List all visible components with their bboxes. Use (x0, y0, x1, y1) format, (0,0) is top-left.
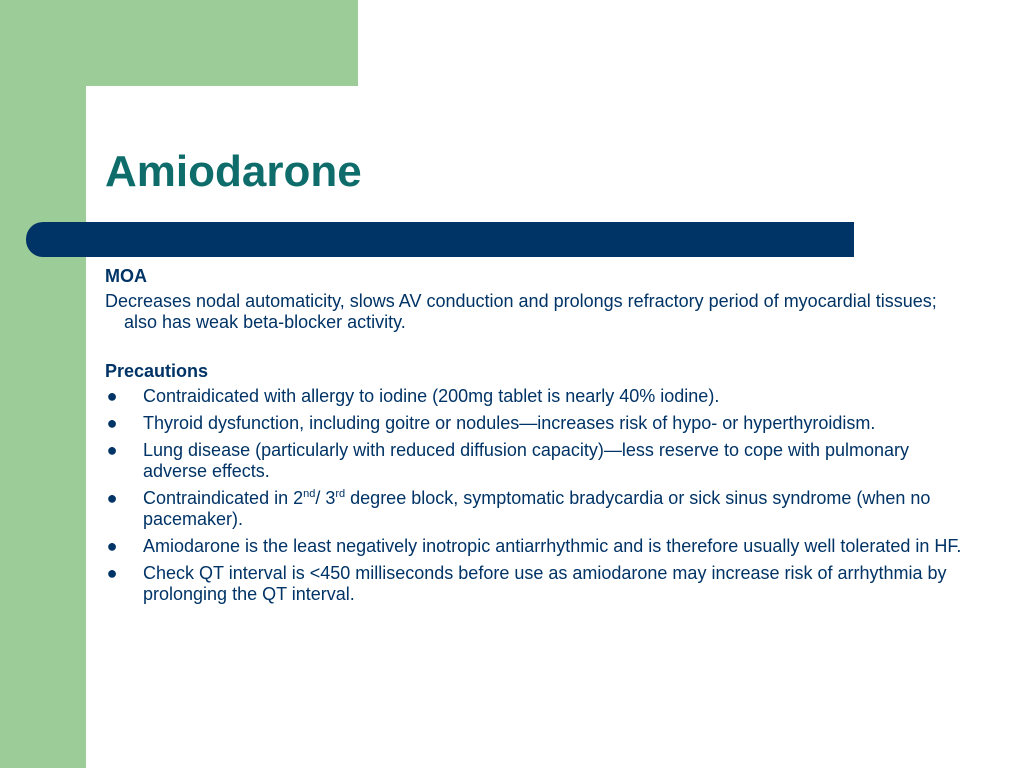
list-item-text: Contraindicated in 2nd/ 3rd degree block, symptomatic bradycardia or sick sinus syndrome (when no pacemaker). (143, 488, 931, 529)
ordinal-suffix: rd (335, 488, 346, 500)
bullet-icon: ● (106, 488, 118, 508)
slide-body (105, 266, 965, 611)
bullet-icon: ● (106, 440, 118, 460)
list-item-text: Thyroid dysfunction, including goitre or nodules—increases risk of hypo- or hyperthyroidism. (143, 413, 876, 433)
ordinal-suffix: nd (303, 488, 316, 500)
bullet-icon: ● (106, 413, 118, 433)
precautions-list (105, 386, 965, 605)
moa-heading: MOA (105, 266, 147, 286)
list-item-text: Amiodarone is the least negatively inotropic antiarrhythmic and is therefore usually well tolerated in HF. (143, 536, 962, 556)
list-item-text: Check QT interval is <450 milliseconds before use as amiodarone may increase risk of arrhythmia by prolonging the QT interval. (143, 563, 947, 604)
slide-title: Amiodarone (105, 147, 362, 196)
list-item (105, 488, 965, 530)
moa-text: Decreases nodal automaticity, slows AV conduction and prolongs refractory period of myocardial tissues; also has weak beta-blocker activity. (105, 291, 937, 332)
bullet-icon: ● (106, 386, 118, 406)
precautions-heading: Precautions (105, 361, 209, 381)
list-item-text: Contraidicated with allergy to iodine (200mg tablet is nearly 40% iodine). (143, 386, 720, 406)
list-item (105, 536, 965, 557)
title-underline-bar (26, 222, 854, 257)
list-item (105, 440, 965, 482)
list-item (105, 386, 965, 407)
section-spacer (105, 333, 965, 361)
list-item (105, 413, 965, 434)
bullet-icon: ● (106, 536, 118, 556)
list-item (105, 563, 965, 605)
list-item-text: Lung disease (particularly with reduced diffusion capacity)—less reserve to cope with pulmonary adverse effects. (143, 440, 910, 481)
bullet-icon: ● (106, 563, 118, 583)
decorative-green-band-left (0, 0, 86, 768)
